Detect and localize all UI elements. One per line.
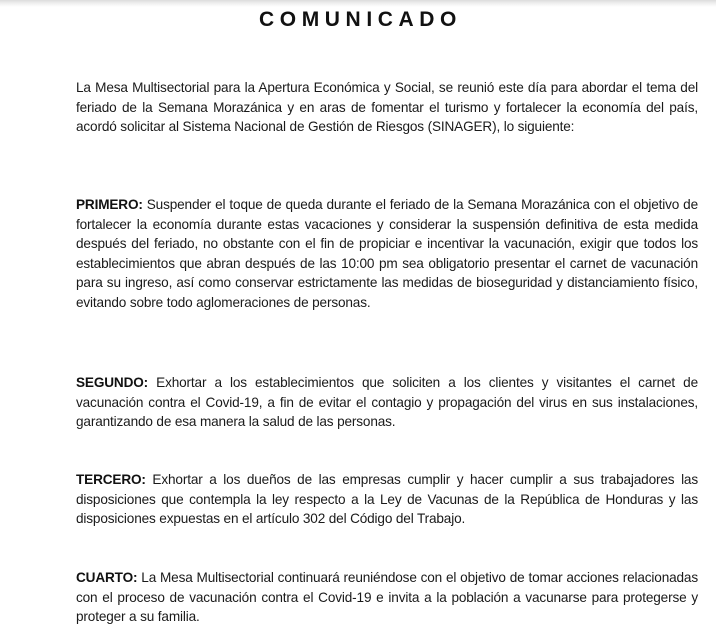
section-text: Exhortar a los dueños de las empresas cumplir y hacer cumplir a sus trabajadores las disposiciones que contempla la ley respecto a la Ley de Vacunas de la República de Honduras y las disposiciones expuestas en el artículo 302 del Código del Trabajo. <box>76 472 698 526</box>
section-label: CUARTO: <box>76 570 138 585</box>
section-label: PRIMERO: <box>76 197 143 212</box>
document-title: COMUNICADO <box>259 8 462 31</box>
section-text: Suspender el toque de queda durante el feriado de la Semana Morazánica con el objetivo de fortalecer la economía durante estas vacaciones y considerar la suspensión definitiva de esta medida después del feriado, no obstante con el fin de propiciar e incentivar la vacunación, exigir que todos los establecimientos que abran después de las 10:00 pm sea obligatorio presentar el carnet de vacunación para su ingreso, así como conservar estrictamente las medidas de bioseguridad y distanciamiento físico, evitando sobre todo aglomeraciones de personas. <box>76 197 698 310</box>
section-cuarto <box>76 568 698 627</box>
section-text: Exhortar a los establecimientos que soliciten a los clientes y visitantes el carnet de vacunación contra el Covid-19, a fin de evitar el contagio y propagación del virus en sus instalaciones, garantizando de esa manera la salud de las personas. <box>76 375 698 429</box>
section-tercero <box>76 470 698 529</box>
intro-paragraph: La Mesa Multisectorial para la Apertura Económica y Social, se reunió este día para abordar el tema del feriado de la Semana Morazánica y en aras de fomentar el turismo y fortalecer la economía del país, acordó solicitar al Sistema Nacional de Gestión de Riesgos (SINAGER), lo siguiente: <box>76 80 698 134</box>
section-segundo <box>76 373 698 432</box>
section-label: SEGUNDO: <box>76 375 149 390</box>
section-text: La Mesa Multisectorial continuará reuniéndose con el objetivo de tomar acciones relacionadas con el proceso de vacunación contra el Covid-19 e invita a la población a vacunarse para protegerse y proteger a su familia. <box>76 570 698 624</box>
section-primero <box>76 195 698 312</box>
section-label: TERCERO: <box>76 472 146 487</box>
